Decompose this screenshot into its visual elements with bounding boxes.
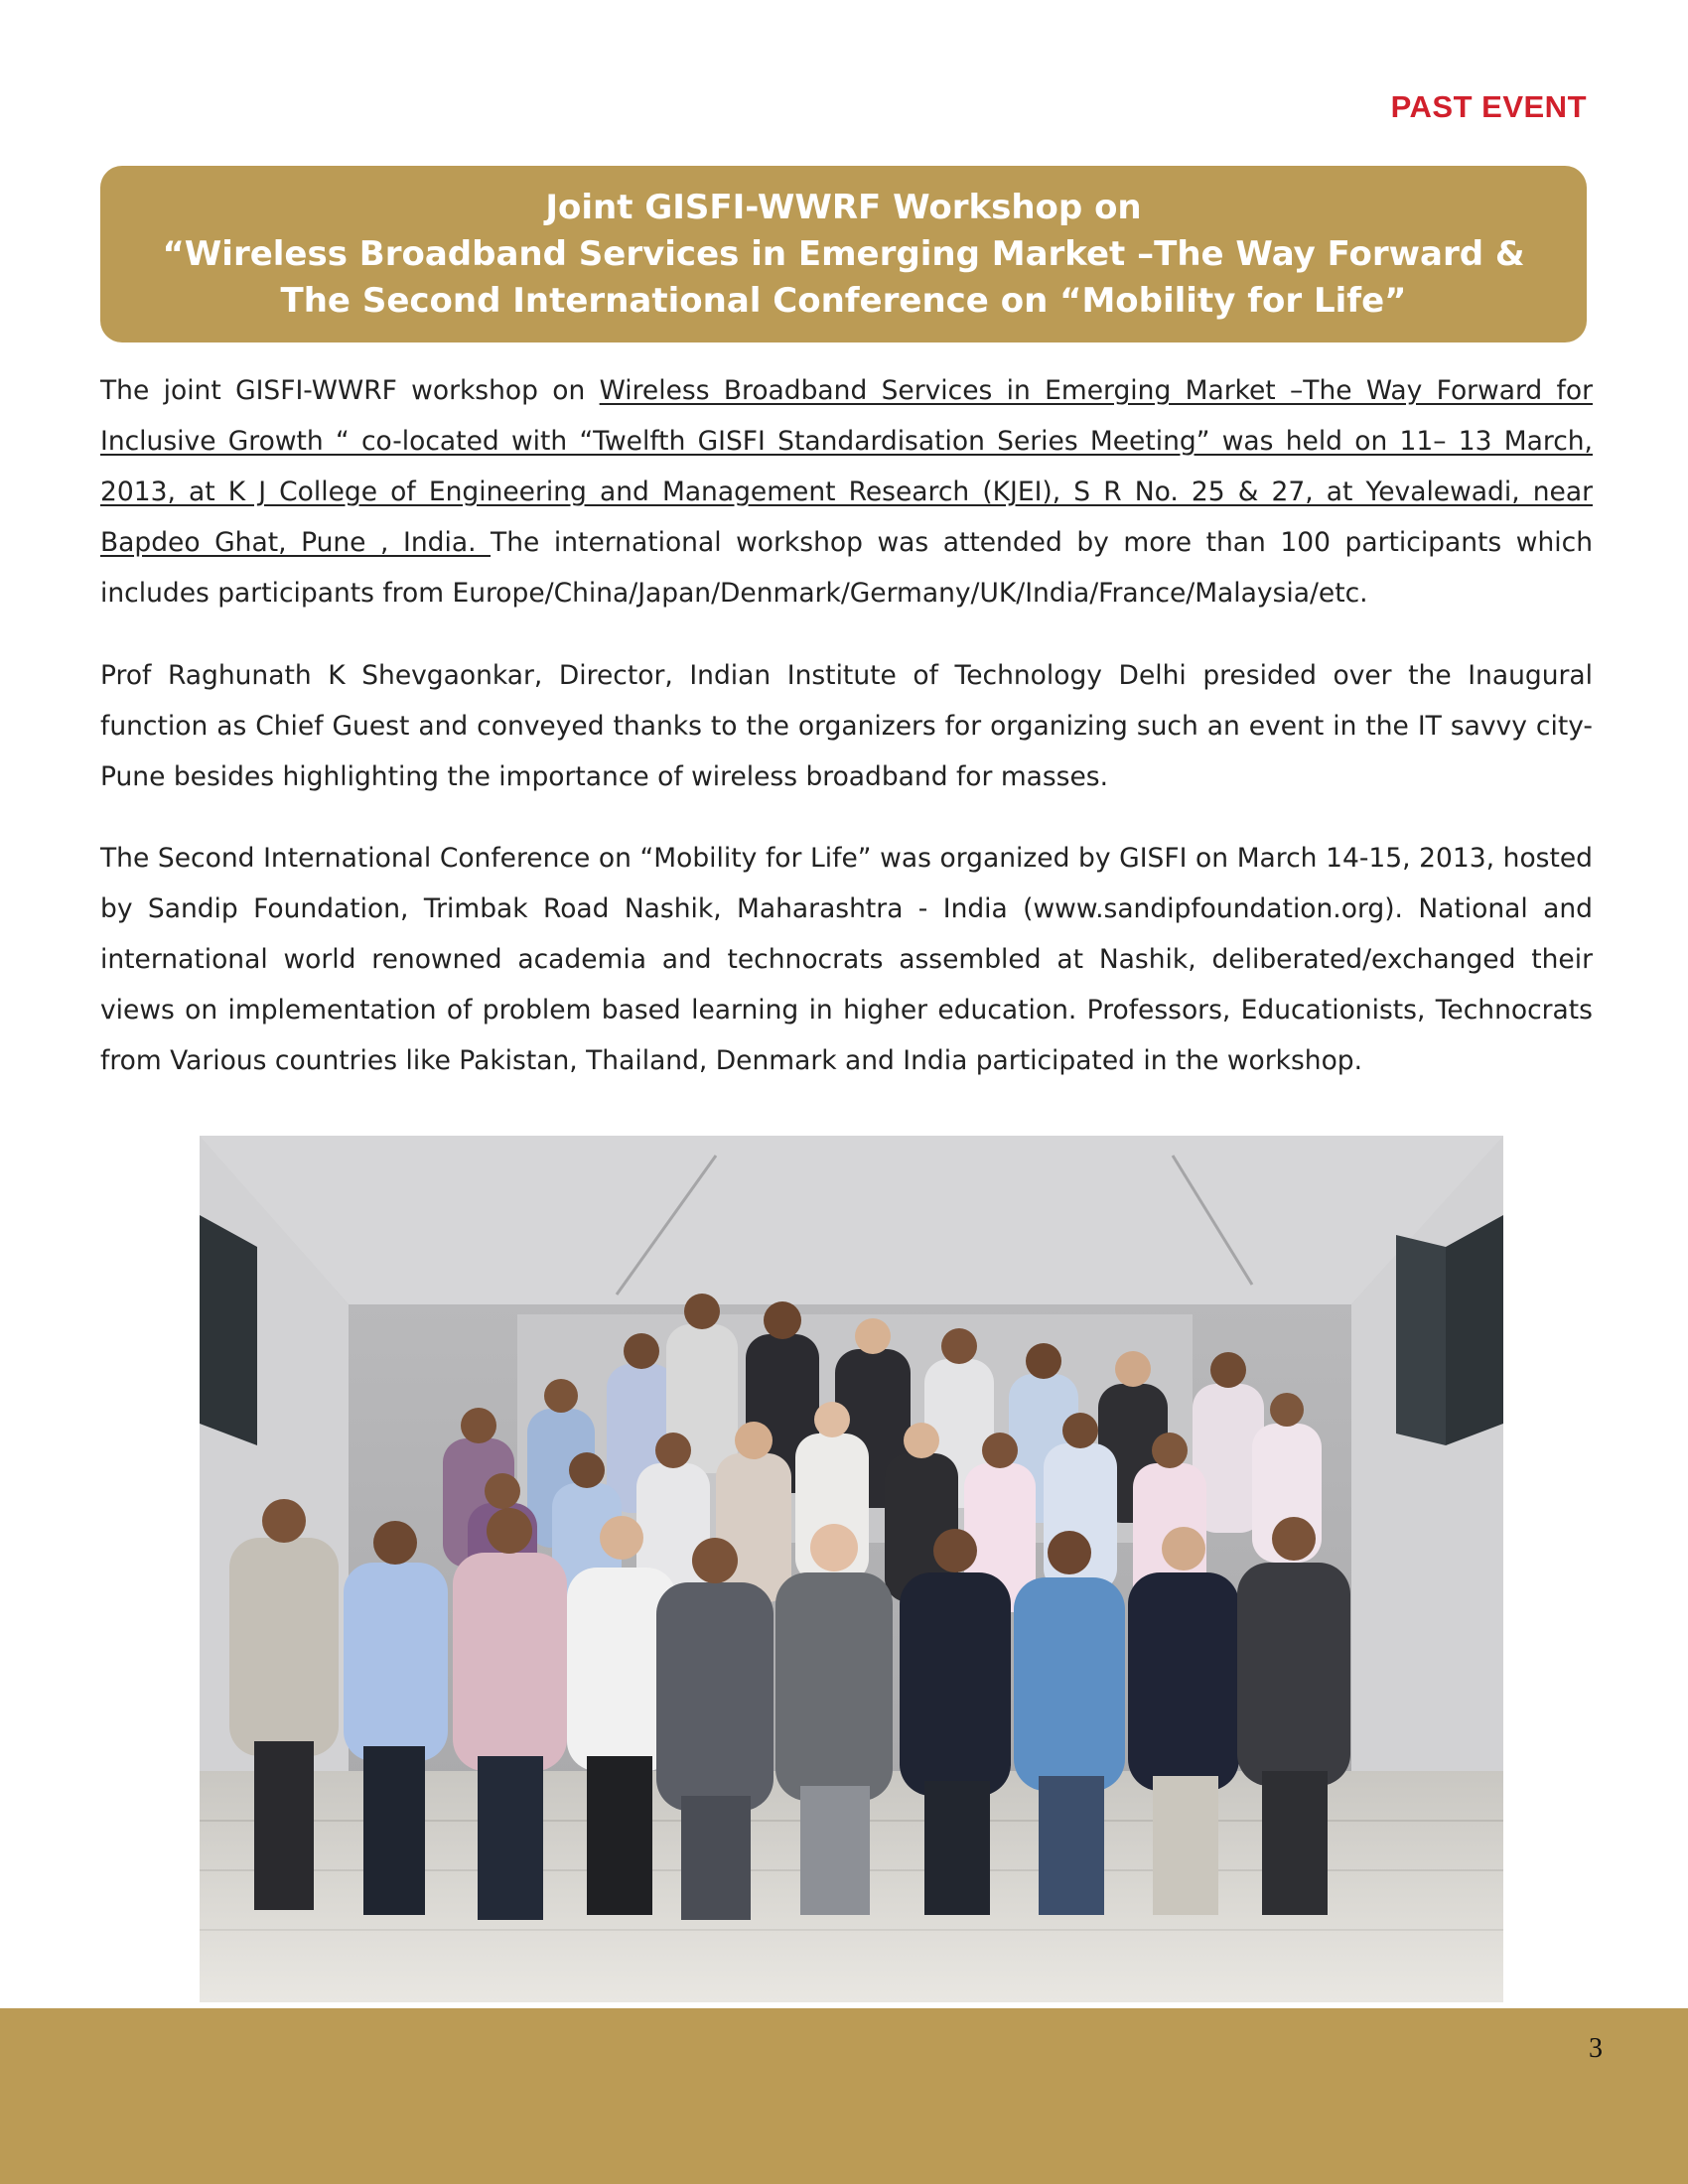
paragraph-workshop-underlined: Wireless Broadband Services in Emerging Market –The Way Forward for Inclusive Growth “ co-located with “Twelfth GISFI Standardisation Series Meeting” was held on 11– 13 March, 2013, at K J College of Engineering and Management Research (KJEI), S R No. 25 & 27, at Yevalewadi, near Bapdeo Ghat, Pune , India.	[100, 375, 1593, 558]
group-photo	[200, 1136, 1503, 2002]
banner-title-line-3: The Second International Conference on “Mobility for Life”	[280, 280, 1407, 321]
footer-band	[0, 2008, 1688, 2184]
banner-title-line-2: “Wireless Broadband Services in Emerging Market –The Way Forward &	[162, 233, 1525, 274]
paragraph-workshop-intro: The joint GISFI-WWRF workshop on	[100, 375, 600, 406]
paragraph-conference: The Second International Conference on “Mobility for Life” was organized by GISFI on March 14-15, 2013, hosted by Sandip Foundation, Trimbak Road Nashik, Maharashtra - India (www.sandipfoundation.org). National and international world renowned academia and technocrats assembled at Nashik, deliberated/exchanged their views on implementation of problem based learning in higher education. Professors, Educationists, Technocrats from Various countries like Pakistan, Thailand, Denmark and India participated in the workshop.	[100, 843, 1593, 1076]
group-photo-illustration	[200, 1136, 1503, 2002]
past-event-tag: PAST EVENT	[1390, 89, 1587, 124]
page-number: 3	[1589, 2033, 1603, 2064]
paragraph-workshop	[100, 365, 1593, 618]
banner-title-line-1: Joint GISFI-WWRF Workshop on	[545, 187, 1142, 227]
title-banner	[100, 166, 1587, 342]
paragraph-chief-guest: Prof Raghunath K Shevgaonkar, Director, Indian Institute of Technology Delhi presided over the Inaugural function as Chief Guest and conveyed thanks to the organizers for organizing such an event in the IT savvy city- Pune besides highlighting the importance of wireless broadband for masses.	[100, 660, 1593, 792]
paragraph-workshop-rest: The international workshop was attended by more than 100 participants which includes participants from Europe/China/Japan/Denmark/Germany/UK/India/France/Malaysia/etc.	[100, 527, 1593, 609]
